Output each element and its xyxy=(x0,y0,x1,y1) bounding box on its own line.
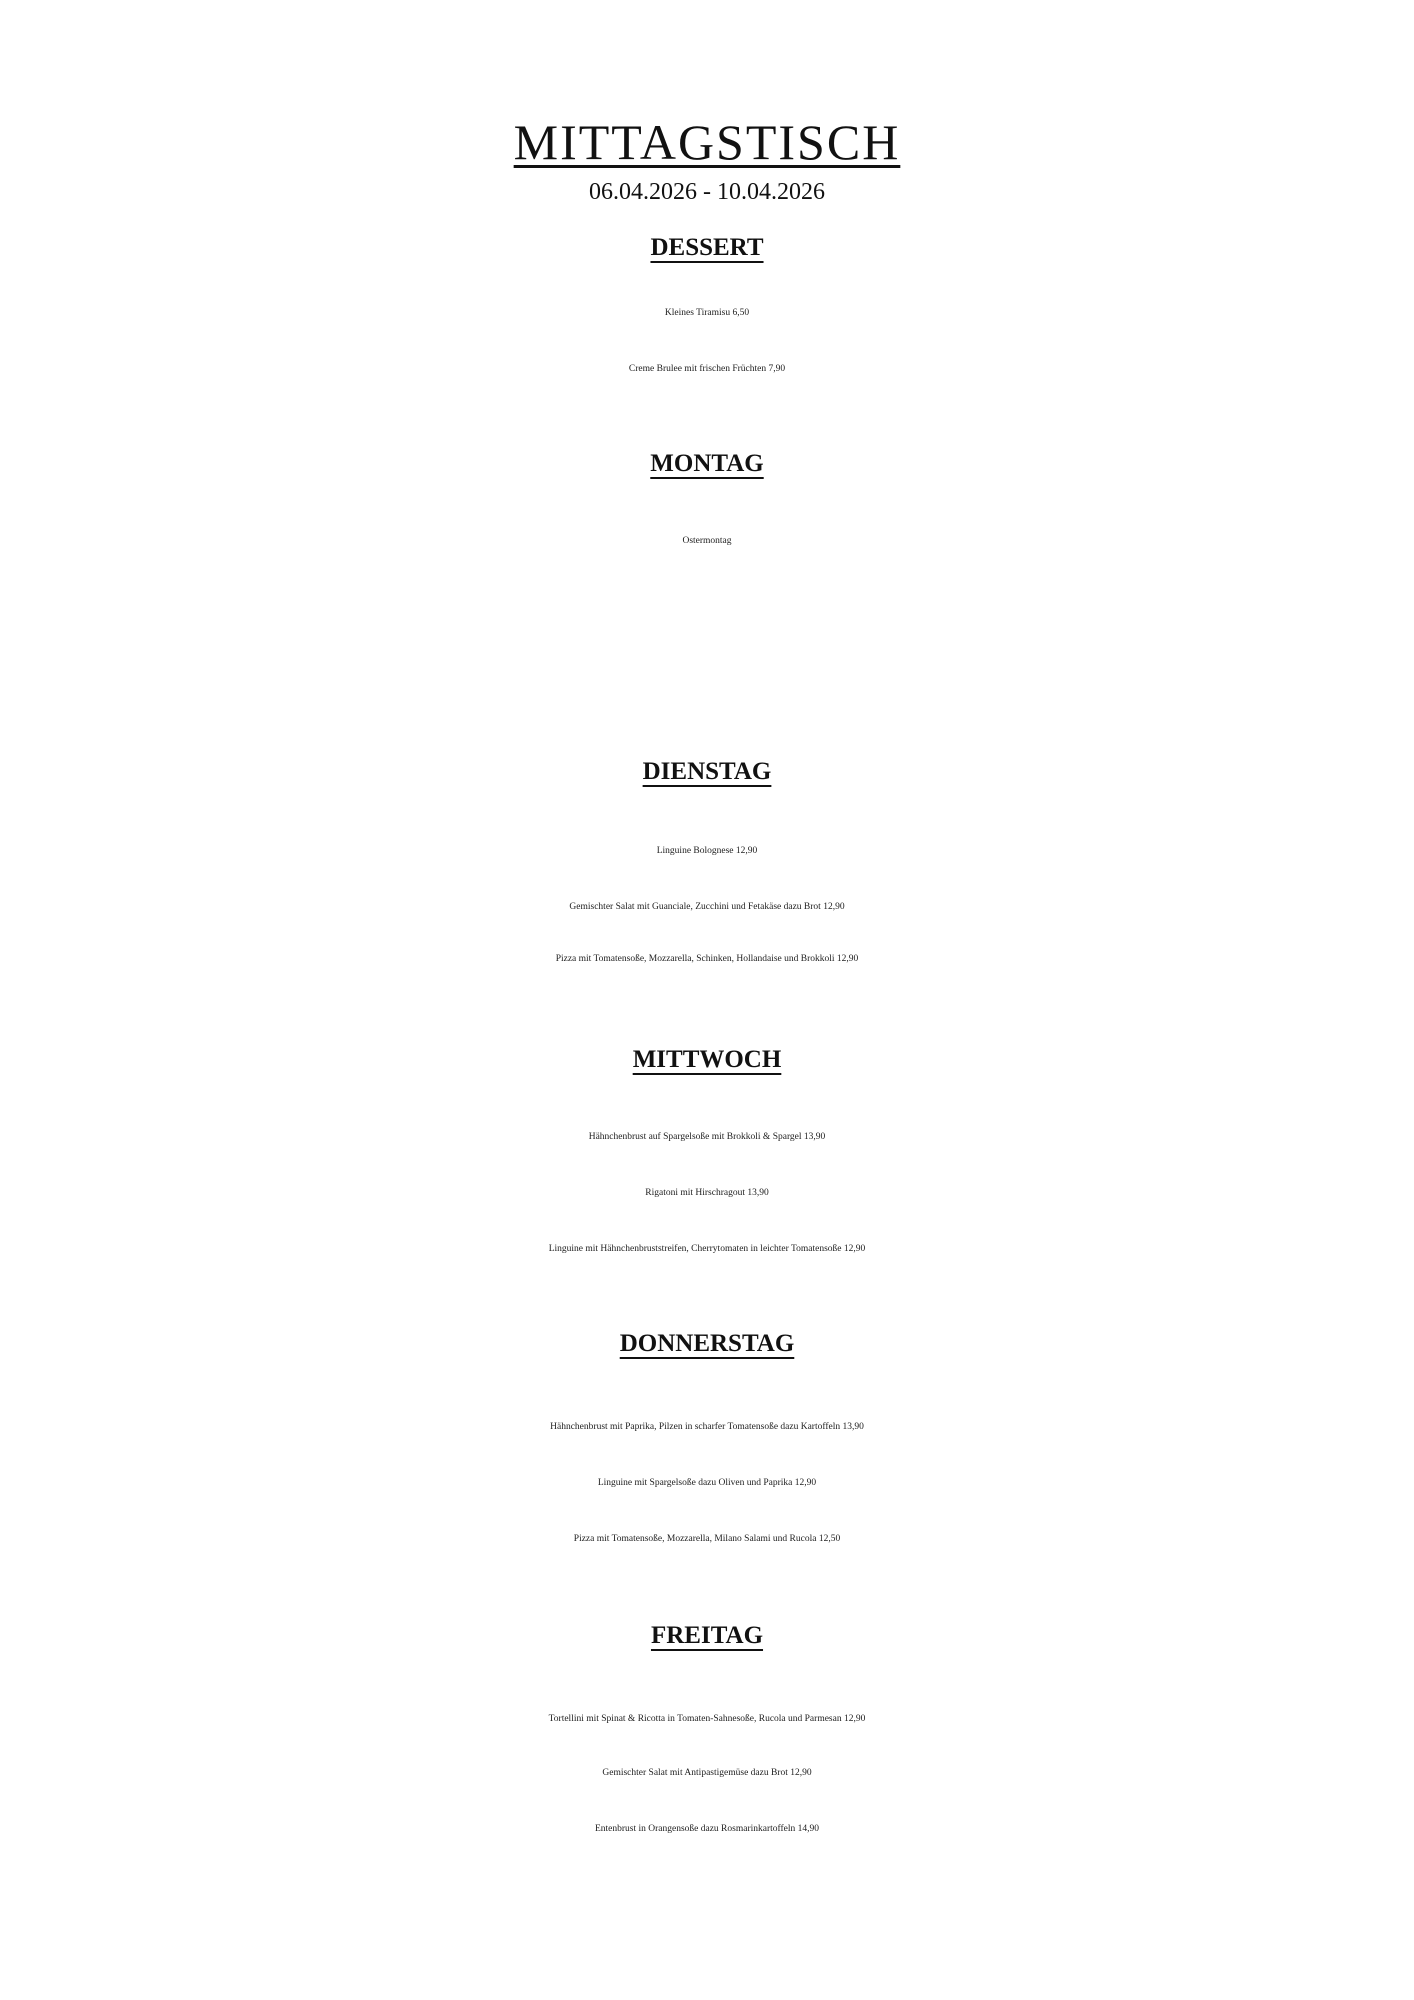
section-heading-montag: MONTAG xyxy=(650,450,764,477)
dish-item: Linguine mit Spargelsoße dazu Oliven und Paprika 12,90 xyxy=(597,1478,817,1488)
dish-item: Linguine Bolognese 12,90 xyxy=(656,846,758,856)
date-range: 06.04.2026 - 10.04.2026 xyxy=(589,179,825,205)
placeholder-dot xyxy=(2,646,1414,666)
dish-item: Entenbrust in Orangensoße dazu Rosmarinkartoffeln 14,90 xyxy=(594,1824,820,1834)
dish-item: Hähnchenbrust auf Spargelsoße mit Brokkoli & Spargel 13,90 xyxy=(588,1132,826,1142)
section-heading-dessert: DESSERT xyxy=(650,234,764,261)
dish-item: Gemischter Salat mit Antipastigemüse dazu Brot 12,90 xyxy=(602,1768,812,1778)
dish-item: Linguine mit Hähnchenbruststreifen, Cherrytomaten in leichter Tomatensoße 12,90 xyxy=(548,1244,866,1254)
dish-item: Ostermontag xyxy=(682,536,732,546)
section-heading-donnerstag: DONNERSTAG xyxy=(619,1330,795,1357)
placeholder-dot xyxy=(16,590,1414,610)
dish-item: Pizza mit Tomatensoße, Mozzarella, Milano Salami und Rucola 12,50 xyxy=(573,1534,841,1544)
section-heading-mittwoch: MITTWOCH xyxy=(632,1046,782,1073)
dish-item: Kleines Tiramisu 6,50 xyxy=(664,308,750,318)
dish-item: Pizza mit Tomatensoße, Mozzarella, Schinken, Hollandaise und Brokkoli 12,90 xyxy=(555,954,859,964)
section-heading-freitag: FREITAG xyxy=(650,1622,764,1649)
dish-item: Gemischter Salat mit Guanciale, Zucchini und Fetakäse dazu Brot 12,90 xyxy=(569,902,845,912)
dish-item: Creme Brulee mit frischen Früchten 7,90 xyxy=(628,364,786,374)
dish-item: Rigatoni mit Hirschragout 13,90 xyxy=(645,1188,769,1198)
dish-item: Tortellini mit Spinat & Ricotta in Tomaten-Sahnesoße, Rucola und Parmesan 12,90 xyxy=(548,1714,866,1724)
dish-item: Hähnchenbrust mit Paprika, Pilzen in scharfer Tomatensoße dazu Kartoffeln 13,90 xyxy=(550,1422,864,1432)
section-heading-dienstag: DIENSTAG xyxy=(642,758,772,785)
menu-title: MITTAGSTISCH xyxy=(513,114,901,170)
